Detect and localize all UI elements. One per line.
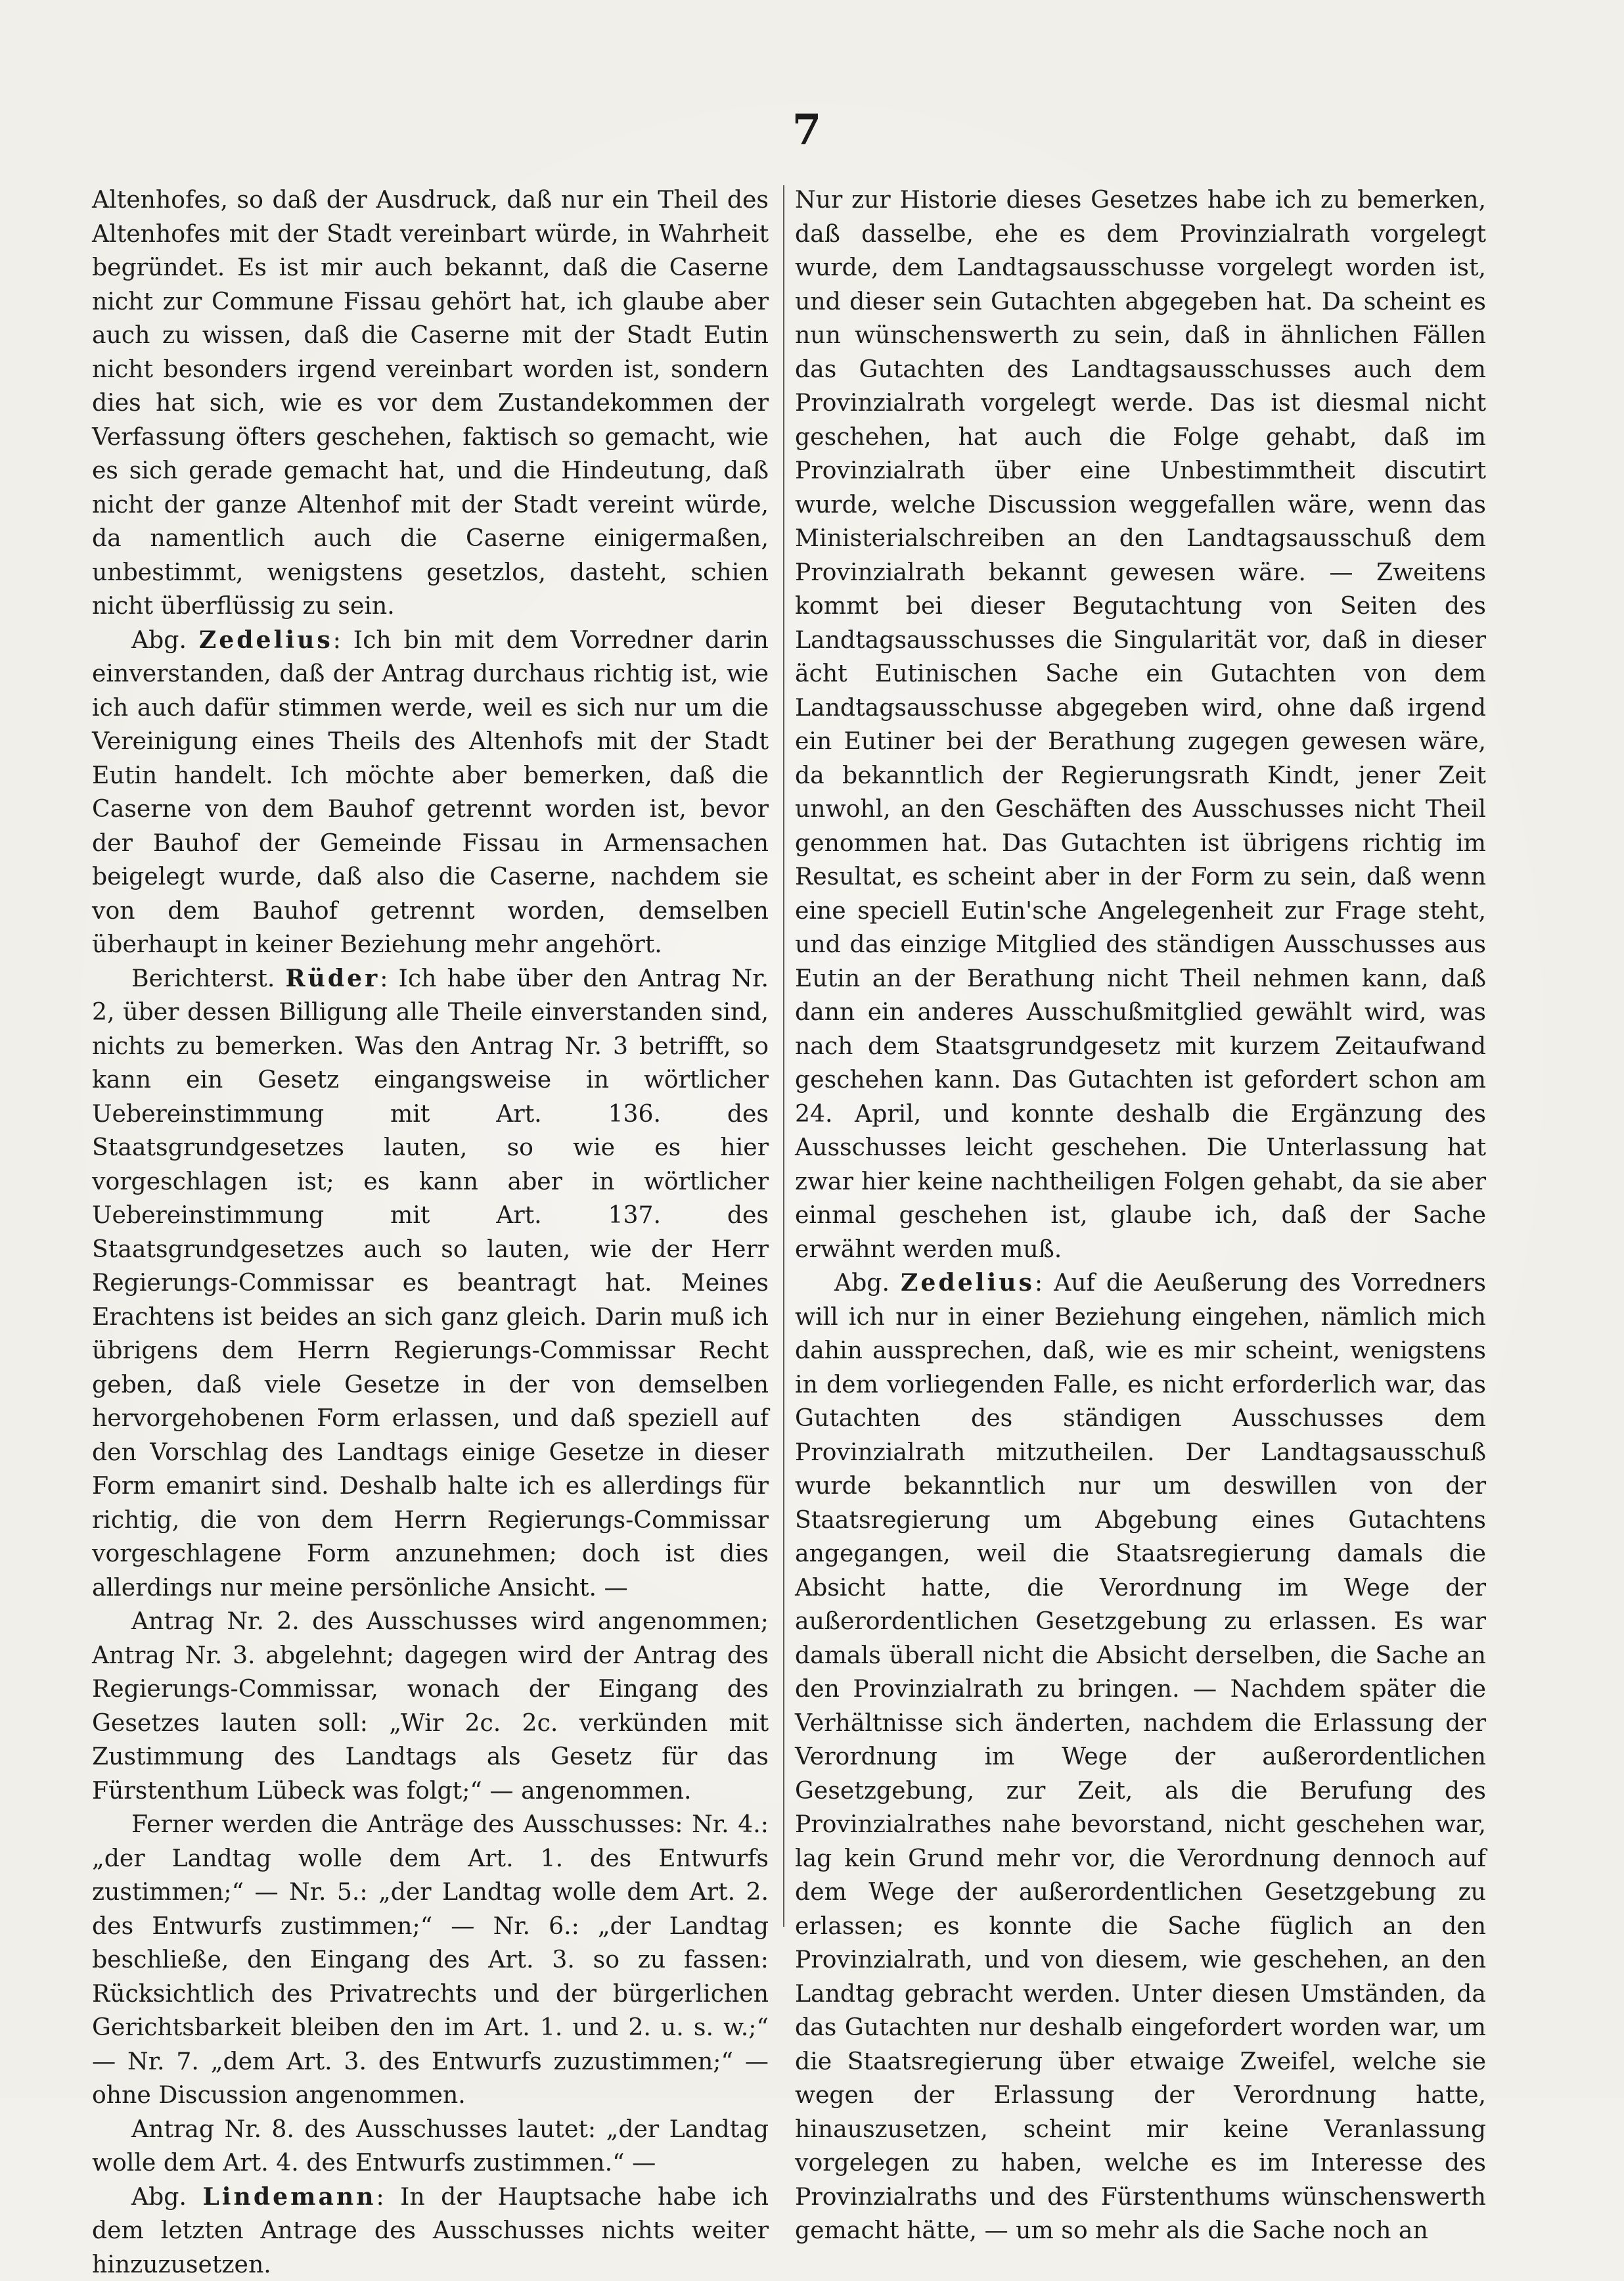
speech-paragraph [92, 2180, 769, 2281]
speech-paragraph [92, 961, 769, 1605]
speaker-name: Rüder [285, 964, 380, 992]
left-column [92, 183, 769, 2281]
speaker-name: Lindemann [202, 2182, 376, 2211]
speech-paragraph [795, 1266, 1486, 2247]
speech-text: : Ich habe über den Antrag Nr. 2, über dessen Billigung alle Theile einverstanden sind, nichts zu bemerken. Was den Antrag Nr. 3 betrifft, so kann ein Gesetz eingangsweise in wörtlicher Uebereinstimmung mit Art. 136. des Staatsgrundgesetzes lauten, so wie es hier vorgeschlagen ist; es kann aber in wörtlicher Uebereinstimmung mit Art. 137. des Staatsgrundgesetzes auch so lauten, wie der Herr Regierungs-Commissar es beantragt hat. Meines Erachtens ist beides an sich ganz gleich. Darin muß ich übrigens dem Herrn Regierungs-Commissar Recht geben, daß viele Gesetze in der von demselben hervorgehobenen Form erlassen, und daß speziell auf den Vorschlag des Landtags einige Gesetze in dieser Form emanirt sind. Deshalb halte ich es allerdings für richtig, die von dem Herrn Regierungs-Commissar vorgeschlagene Form anzunehmen; doch ist dies allerdings nur meine persönliche Ansicht. — [92, 964, 769, 1601]
right-column [795, 183, 1486, 2247]
paragraph: Antrag Nr. 2. des Ausschusses wird angenommen; Antrag Nr. 3. abgelehnt; dagegen wird der Antrag des Regierungs-Commissar, wonach der Eingang des Gesetzes lauten soll: „Wir 2c. 2c. verkünden mit Zustimmung des Landtags als Gesetz für das Fürstenthum Lübeck was folgt;“ — angenommen. [92, 1604, 769, 1807]
speaker-prefix: Abg. [131, 2182, 202, 2211]
page-number: 7 [780, 109, 833, 151]
paragraph: Ferner werden die Anträge des Ausschusses: Nr. 4.: „der Landtag wolle dem Art. 1. des Entwurfs zustimmen;“ — Nr. 5.: „der Landtag wolle dem Art. 2. des Entwurfs zustimmen;“ — Nr. 6.: „der Landtag beschließe, den Eingang des Art. 3. so zu fassen: Rücksichtlich des Privatrechts und der bürgerlichen Gerichtsbarkeit bleiben den im Art. 1. und 2. u. s. w.;“ — Nr. 7. „dem Art. 3. des Entwurfs zuzustimmen;“ — ohne Discussion angenommen. [92, 1807, 769, 2112]
speaker-name: Zedelius [199, 626, 333, 654]
speaker-name: Zedelius [901, 1268, 1035, 1297]
column-divider [783, 185, 784, 1927]
speech-text: : Ich bin mit dem Vorredner darin einverstanden, daß der Antrag durchaus richtig ist, wie ich auch dafür stimmen werde, weil es sich nur um die Vereinigung eines Theils des Altenhofs mit der Stadt Eutin handelt. Ich möchte aber bemerken, daß die Caserne von dem Bauhof getrennt worden ist, bevor der Bauhof der Gemeinde Fissau in Armensachen beigelegt wurde, daß also die Caserne, nachdem sie von dem Bauhof getrennt worden, demselben überhaupt in keiner Beziehung mehr angehört. [92, 626, 769, 959]
speaker-prefix: Berichterst. [131, 964, 285, 992]
speech-text: : Auf die Aeußerung des Vorredners will ich nur in einer Beziehung eingehen, nämlich mich dahin aussprechen, daß, wie es mir scheint, wenigstens in dem vorliegenden Falle, es nicht erforderlich war, das Gutachten des ständigen Ausschusses dem Provinzialrath mitzutheilen. Der Landtagsausschuß wurde bekanntlich nur um deswillen von der Staatsregierung um Abgebung eines Gutachtens angegangen, weil die Staatsregierung damals die Absicht hatte, die Verordnung im Wege der außerordentlichen Gesetzgebung zu erlassen. Es war damals überall nicht die Absicht derselben, die Sache an den Provinzialrath zu bringen. — Nachdem später die Verhältnisse sich änderten, nachdem die Erlassung der Verordnung im Wege der außerordentlichen Gesetzgebung, zur Zeit, als die Berufung des Provinzialrathes nahe bevorstand, nicht geschehen war, lag kein Grund mehr vor, die Verordnung dennoch auf dem Wege der außerordentlichen Gesetzgebung zu erlassen; es konnte die Sache füglich an den Provinzialrath, und von diesem, wie geschehen, an den Landtag gebracht werden. Unter diesen Umständen, da das Gutachten nur deshalb eingefordert worden war, um die Staatsregierung über etwaige Zweifel, welche sie wegen der Erlassung der Verordnung hatte, hinauszusetzen, scheint mir keine Veranlassung vorgelegen zu haben, welche es im Interesse des Provinzialraths und des Fürstenthums wünschenswerth gemacht hätte, — um so mehr als die Sache noch an [795, 1268, 1486, 2244]
paragraph: Antrag Nr. 8. des Ausschusses lautet: „der Landtag wolle dem Art. 4. des Entwurfs zustimmen.“ — [92, 2112, 769, 2180]
speaker-prefix: Abg. [834, 1268, 901, 1297]
speech-text: : In der Hauptsache habe ich dem letzten Antrage des Ausschusses nichts weiter hinzuzusetzen. [92, 2182, 769, 2278]
speech-paragraph [92, 623, 769, 961]
paragraph: Altenhofes, so daß der Ausdruck, daß nur ein Theil des Altenhofes mit der Stadt vereinbart würde, in Wahrheit begründet. Es ist mir auch bekannt, daß die Caserne nicht zur Commune Fissau gehört hat, ich glaube aber auch zu wissen, daß die Caserne mit der Stadt Eutin nicht besonders irgend vereinbart worden ist, sondern dies hat sich, wie es vor dem Zustandekommen der Verfassung öfters geschehen, faktisch so gemacht, wie es sich gerade gemacht hat, und die Hindeutung, daß nicht der ganze Altenhof mit der Stadt vereint würde, da namentlich auch die Caserne einigermaßen, unbestimmt, wenigstens gesetzlos, dasteht, schien nicht überflüssig zu sein. [92, 183, 769, 623]
paragraph: Nur zur Historie dieses Gesetzes habe ich zu bemerken, daß dasselbe, ehe es dem Provinzialrath vorgelegt wurde, dem Landtagsausschusse vorgelegt worden ist, und dieser sein Gutachten abgegeben hat. Da scheint es nun wünschenswerth zu sein, daß in ähnlichen Fällen das Gutachten des Landtagsausschusses auch dem Provinzialrath vorgelegt werde. Das ist diesmal nicht geschehen, hat auch die Folge gehabt, daß im Provinzialrath über eine Unbestimmtheit discutirt wurde, welche Discussion weggefallen wäre, wenn das Ministerialschreiben an den Landtagsausschuß dem Provinzialrath bekannt gewesen wäre. — Zweitens kommt bei dieser Begutachtung von Seiten des Landtagsausschusses die Singularität vor, daß in dieser ächt Eutinischen Sache ein Gutachten von dem Landtagsausschusse abgegeben wird, ohne daß irgend ein Eutiner bei der Berathung zugegen gewesen wäre, da bekanntlich der Regierungsrath Kindt, jener Zeit unwohl, an den Geschäften des Ausschusses nicht Theil genommen hat. Das Gutachten ist übrigens richtig im Resultat, es scheint aber in der Form zu sein, daß wenn eine speciell Eutin'sche Angelegenheit zur Frage steht, und das einzige Mitglied des ständigen Ausschusses aus Eutin an der Berathung nicht Theil nehmen kann, daß dann ein anderes Ausschußmitglied gewählt wird, was nach dem Staatsgrundgesetz mit kurzem Zeitaufwand geschehen kann. Das Gutachten ist gefordert schon am 24. April, und konnte deshalb die Ergänzung des Ausschusses leicht geschehen. Die Unterlassung hat zwar hier keine nachtheiligen Folgen gehabt, da sie aber einmal geschehen ist, glaube ich, daß der Sache erwähnt werden muß. [795, 183, 1486, 1266]
speaker-prefix: Abg. [131, 626, 199, 654]
